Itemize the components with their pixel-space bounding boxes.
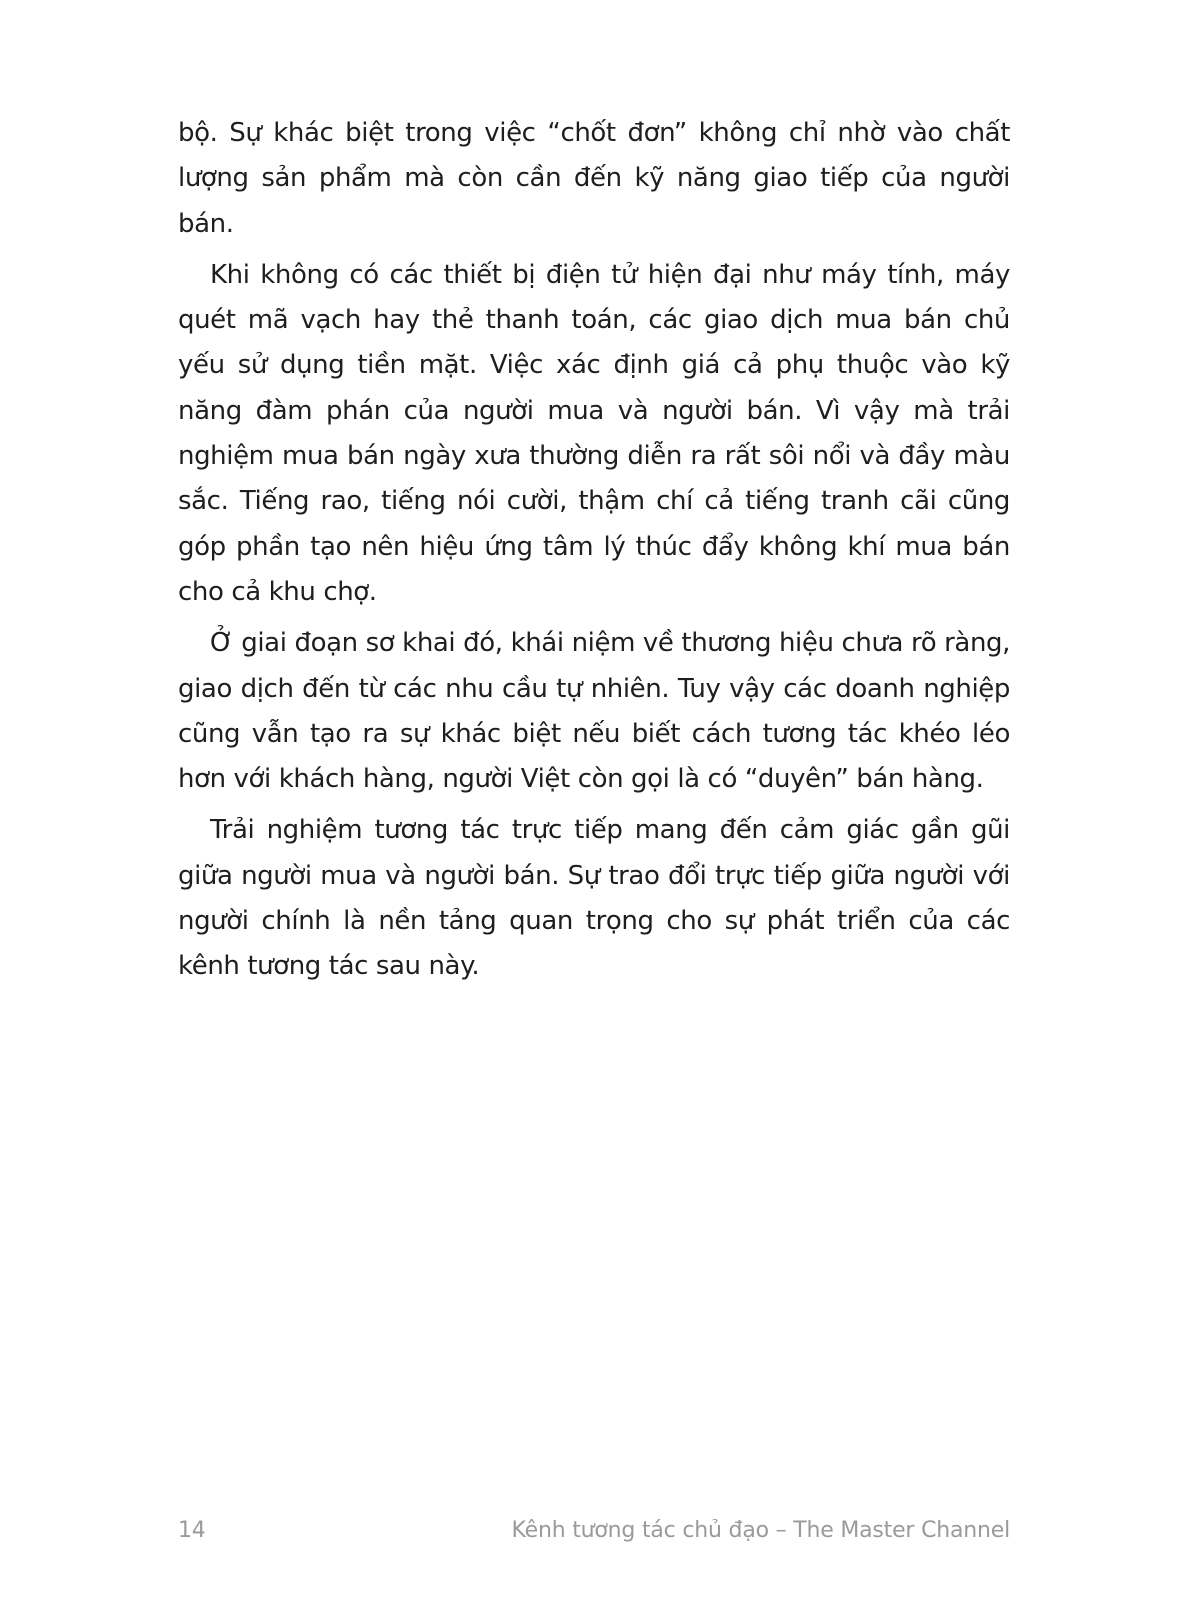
paragraph: Khi không có các thiết bị điện tử hiện đại như máy tính, máy quét mã vạch hay thẻ thanh toán, các giao dịch mua bán chủ yếu sử dụng tiền mặt. Việc xác định giá cả phụ thuộc vào kỹ năng đàm phán của người mua và người bán. Vì vậy mà trải nghiệm mua bán ngày xưa thường diễn ra rất sôi nổi và đầy màu sắc. Tiếng rao, tiếng nói cười, thậm chí cả tiếng tranh cãi cũng góp phần tạo nên hiệu ứng tâm lý thúc đẩy không khí mua bán cho cả khu chợ. xyxy=(178,259,1010,607)
running-title: Kênh tương tác chủ đạo – The Master Channel xyxy=(511,1518,1010,1543)
paragraph-continued: bộ. Sự khác biệt trong việc “chốt đơn” không chỉ nhờ vào chất lượng sản phẩm mà còn cần đến kỹ năng giao tiếp của người bán. xyxy=(178,118,1010,239)
page-footer xyxy=(178,1518,1010,1554)
paragraph: Ở giai đoạn sơ khai đó, khái niệm về thương hiệu chưa rõ ràng, giao dịch đến từ các nhu cầu tự nhiên. Tuy vậy các doanh nghiệp cũng vẫn tạo ra sự khác biệt nếu biết cách tương tác khéo léo hơn với khách hàng, người Việt còn gọi là có “duyên” bán hàng. xyxy=(178,628,1010,795)
paragraph: Trải nghiệm tương tác trực tiếp mang đến cảm giác gần gũi giữa người mua và người bán. Sự trao đổi trực tiếp giữa người với người chính là nền tảng quan trọng cho sự phát triển của các kênh tương tác sau này. xyxy=(178,815,1010,982)
page-number: 14 xyxy=(178,1518,206,1543)
body-text xyxy=(178,111,1010,996)
